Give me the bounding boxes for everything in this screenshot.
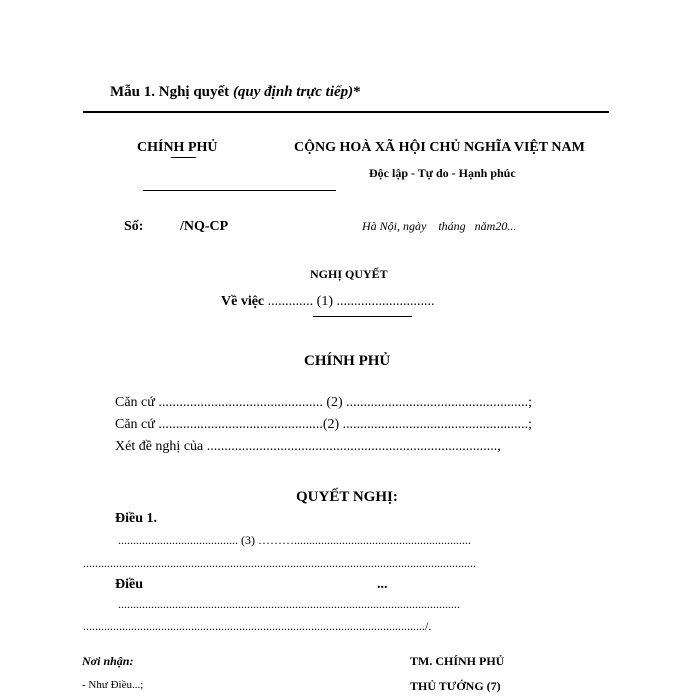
issuer-name: CHÍNH PHỦ [304,353,391,369]
article-1-line-2: ................................................................................................................................... [83,556,476,570]
decision-heading: QUYẾT NGHỊ: [296,489,398,505]
recipients-label: Nơi nhận: [82,654,134,668]
place-date: Hà Nội, ngày tháng năm20... [362,219,517,233]
recipient-item: - Như Điều...; [82,679,144,691]
subject-line: ............. (1) ............................ [267,294,435,309]
signer-title: THỦ TƯỚNG (7) [410,679,501,693]
document-number-label: Số: [124,219,144,234]
article-1-label: Điều 1. [115,511,157,526]
form-title-italic: (quy định trực tiếp) [232,84,354,100]
document-number-code: /NQ-CP [180,219,229,234]
preamble-line-3: Xét đề nghị của ..................................................................................., [115,439,501,454]
article-1-line-1: ........................................ (3) ………........................................................... [118,533,471,547]
document-subject [221,294,434,310]
title-rule [83,111,609,113]
form-title [110,84,361,101]
national-motto: Độc lập - Tự do - Hạnh phúc [369,166,516,180]
article-n-line-1: .................................................................................................................. [118,597,460,611]
preamble-line-2: Căn cứ ...............................................(2) .....................................................; [115,417,533,432]
article-n-label: Điều [115,577,143,592]
subject-rule [313,316,412,317]
subject-label: Về việc [221,294,265,309]
nation-name: CỘNG HOÀ XÃ HỘI CHỦ NGHĨA VIỆT NAM [294,140,585,155]
article-n-dots: ... [377,577,388,592]
agency-name: CHÍNH PHỦ [137,140,218,155]
article-n-line-2: ................................................................................................................../. [83,619,432,633]
form-title-prefix: Mẫu 1. Nghị quyết [110,84,233,100]
document-type: NGHỊ QUYẾT [310,267,388,281]
agency-rule [143,190,336,191]
preamble-line-1: Căn cứ ............................................... (2) ....................................................; [115,395,533,410]
agency-underline [171,157,196,158]
form-title-suffix: * [353,84,361,100]
sign-on-behalf: TM. CHÍNH PHỦ [410,654,505,668]
